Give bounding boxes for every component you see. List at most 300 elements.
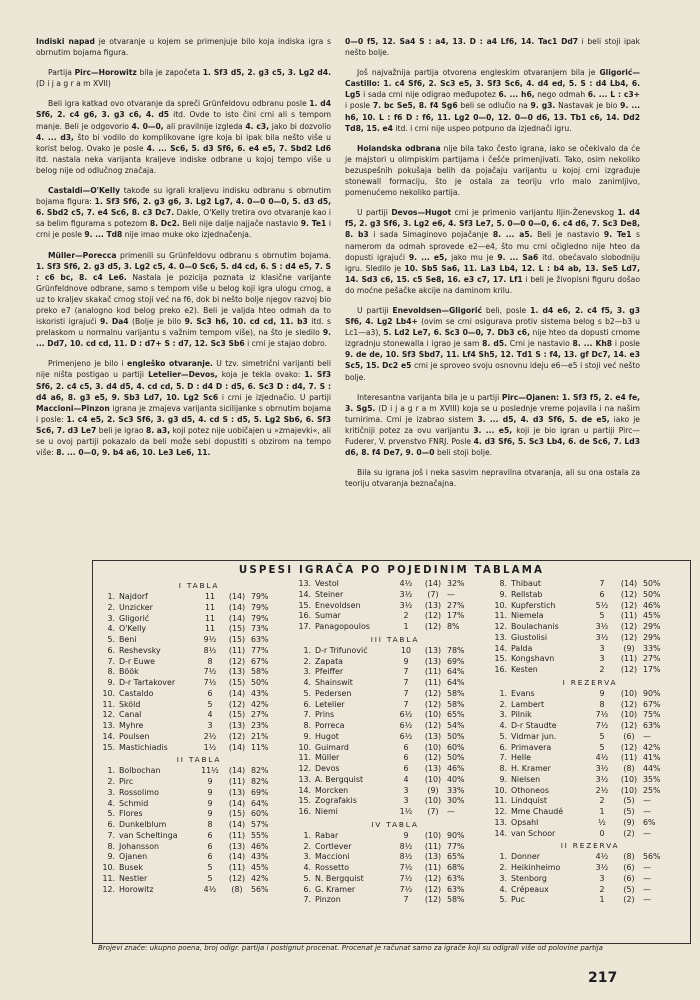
cell-games: (13) [424, 852, 442, 862]
cell-games: (10) [620, 688, 638, 698]
cell-games: (14) [228, 592, 246, 601]
cell-name: Mastichiadis [119, 742, 168, 752]
cell-pts: 3 [207, 721, 213, 730]
text: crni je primenio varijantu Iljin-Ženevskog [451, 208, 618, 218]
table-row [297, 895, 493, 906]
cell-pct: 64% [447, 678, 465, 687]
cell-games: (12) [620, 665, 638, 674]
cell-games: (10) [424, 796, 442, 806]
cell-pct: 29% [643, 622, 661, 631]
paragraph [345, 305, 640, 383]
cell-pts: 3½ [595, 863, 609, 872]
cell-pct: 21% [251, 731, 269, 741]
cell-rank: 16. [494, 665, 507, 674]
text: U tzv. simetrični varijanti beli nije ništa postigao u partiji [36, 359, 331, 380]
table-row [101, 710, 297, 721]
cell-rank: 7. [303, 710, 311, 720]
table-row [297, 796, 493, 807]
cell-name: Dunkelblum [119, 820, 167, 829]
cell-pts: 4½ [595, 852, 609, 862]
cell-pct: 44% [643, 764, 661, 773]
cell-pct: — [643, 895, 651, 905]
bold-text: 9. g3. [530, 101, 556, 111]
text: koji potez nije uobičajen u »zmajevki«, ali se u ovoj partiji pokazalo da beli može sebi dopustiti s obzirom na tempo više: [36, 425, 332, 458]
table-row [297, 807, 493, 818]
cell-rank: 12. [102, 710, 115, 720]
table-row [493, 611, 687, 622]
cell-games: (11) [620, 611, 638, 621]
table-row [297, 842, 493, 853]
text: (D i j a g r a m XVII) [36, 79, 111, 89]
table-column-3 [493, 579, 687, 906]
cell-pct: 73% [251, 624, 269, 634]
cell-rank: 6. [107, 820, 115, 829]
cell-name: G. Kramer [315, 884, 356, 894]
table-row [493, 863, 687, 874]
text: i sada Simaginovo pojačanje [368, 230, 493, 240]
cell-rank: 9. [107, 852, 115, 862]
cell-games: (11) [424, 863, 442, 872]
cell-name: Letelier [315, 699, 345, 709]
cell-name: Pedersen [315, 688, 352, 698]
text: iako je kritičniji potez za ovu varijantu [345, 414, 640, 435]
cell-name: Sumar [315, 611, 341, 621]
cell-games: (13) [424, 764, 442, 773]
paragraph [36, 36, 331, 58]
cell-name: Busek [119, 863, 143, 872]
cell-pts: 6 [403, 742, 409, 752]
cell-name: Castaldo [119, 688, 154, 698]
cell-rank: 2. [303, 656, 311, 666]
cell-name: Nielsen [511, 774, 541, 784]
cell-name: Porreca [315, 721, 345, 730]
text: jako mu je [447, 252, 498, 262]
table-section-heading: II REZERVA [560, 841, 620, 851]
paragraph [345, 67, 640, 134]
cell-games: (10) [424, 830, 442, 840]
cell-games: (12) [424, 884, 442, 894]
cell-name: Othoneos [511, 785, 549, 795]
cell-rank: 5. [499, 895, 507, 905]
cell-rank: 3. [303, 852, 311, 862]
cell-games: (14) [228, 766, 246, 776]
table-row [493, 654, 687, 665]
cell-pct: 58% [251, 667, 269, 677]
cell-pct: 33% [447, 785, 465, 795]
table-section-heading: I TABLA [178, 581, 220, 590]
cell-name: Zografakis [315, 796, 357, 806]
cell-name: Palda [511, 643, 533, 653]
table-row [297, 863, 493, 874]
table-row [101, 777, 297, 788]
table-row [101, 788, 297, 799]
table-row [297, 753, 493, 764]
cell-pts: 9 [207, 787, 213, 797]
cell-rank: 5. [107, 809, 115, 819]
cell-games: (11) [228, 645, 246, 655]
cell-name: Beni [119, 635, 137, 644]
cell-pts: 8½ [399, 841, 413, 851]
cell-rank: 12. [298, 764, 311, 773]
cell-pct: 64% [251, 798, 269, 808]
cell-pct: 69% [447, 656, 465, 666]
cell-games: (10) [620, 785, 638, 795]
cell-rank: 14. [298, 785, 311, 795]
table-row [297, 831, 493, 842]
cell-rank: 3. [107, 613, 115, 623]
cell-rank: 1. [303, 645, 311, 655]
cell-games: (12) [620, 589, 638, 599]
cell-games: (12) [620, 699, 638, 709]
table-row [297, 667, 493, 678]
cell-pct: 42% [251, 873, 269, 883]
cell-games: (12) [228, 731, 246, 741]
cell-pts: 4 [207, 710, 213, 720]
cell-pts: 3½ [595, 774, 609, 784]
table-row [493, 700, 687, 711]
table-row [493, 732, 687, 743]
cell-pts: 6½ [399, 721, 413, 730]
cell-pct: 79% [251, 613, 269, 623]
cell-pct: 79% [251, 602, 269, 612]
table-row [493, 885, 687, 896]
bold-text: 4. ... Sc6, 5. d3 Sf6, 6. e4 e5, 7. Sbd2 Ld6 [146, 143, 331, 153]
cell-rank: 1. [499, 688, 507, 698]
table-row [493, 874, 687, 885]
text: Partija [48, 68, 75, 78]
text: Beli je nastavio [532, 230, 604, 240]
table-row [101, 766, 297, 777]
cell-name: Böök [119, 667, 139, 677]
cell-name: Nestler [119, 873, 148, 883]
cell-pct: — [643, 828, 651, 838]
cell-games: (12) [424, 895, 442, 905]
paragraph [36, 98, 331, 176]
cell-pct: 63% [447, 873, 465, 883]
table-row [297, 775, 493, 786]
cell-rank: 16. [298, 807, 311, 816]
cell-rank: 1. [107, 766, 115, 776]
cell-name: Pinzon [315, 895, 341, 905]
table-row [101, 646, 297, 657]
cell-name: Pilnik [511, 710, 532, 720]
text: je otvaranje u kojem se primenjuje bilo koja indiska igra s obrnutim bojama figura. [36, 37, 331, 58]
cell-name: Lindquist [511, 796, 548, 806]
table-row [493, 743, 687, 754]
cell-rank: 13. [494, 817, 507, 827]
cell-pts: 1 [599, 895, 605, 905]
cell-games: (15) [228, 678, 246, 687]
text: s namerom da odmah sprovede e2—e4, što mu crni očigledno nije hteo da dopusti igrajući [345, 230, 640, 262]
cell-pct: 27% [643, 654, 661, 664]
cell-pct: — [447, 589, 455, 599]
text: bila je započeta [136, 68, 203, 78]
cell-pts: 4 [403, 774, 409, 784]
cell-pct: 56% [643, 852, 661, 862]
text: Crni je nastavio [507, 339, 573, 349]
cell-rank: 6. [499, 742, 507, 752]
cell-games: (12) [620, 622, 638, 631]
cell-pct: 50% [447, 753, 465, 763]
cell-pts: 3 [599, 654, 605, 664]
text: beli stoji bolje. [434, 448, 493, 458]
cell-pts: 9 [207, 777, 213, 786]
bold-text: 1. c4 e5, 2. Sc3 Sf6, 3. g3 d5, 4. cd S : d5, 5. Lg2 Sb6, 6. Sf3 Sc6, 7. d3 Le7 [36, 414, 331, 435]
cell-games: (10) [424, 710, 442, 720]
cell-name: H. Kramer [511, 764, 551, 773]
bold-text: Indiski napad [36, 37, 95, 46]
bold-text: 1. d4 Sf6, 2. c4 g6, 3. g3 c6, 4. d5 [36, 99, 331, 120]
cell-games: (8) [231, 884, 243, 894]
cell-games: (8) [623, 852, 635, 862]
table-row [297, 721, 493, 732]
cell-rank: 8. [107, 667, 115, 677]
cell-rank: 7. [499, 753, 507, 763]
cell-rank: 7. [107, 656, 115, 666]
table-footnote: Brojevi znače: ukupno poena, broj odigr. partija i postignut procenat. Procenat je računat samo za igrače koji su odigrali više od polovine partija [98, 944, 603, 952]
cell-name: Rossetto [315, 863, 350, 872]
table-row [493, 764, 687, 775]
bold-text: Castaldi—O'Kelly [48, 186, 121, 196]
cell-pct: 63% [251, 635, 269, 644]
cell-pts: 7½ [399, 863, 413, 872]
cell-pts: 1 [403, 622, 409, 631]
bold-text: 8. ... 0—0, 9. b4 a6, 10. Le3 Le6, 11. [56, 448, 211, 458]
cell-rank: 5. [107, 635, 115, 644]
cell-pct: 30% [447, 796, 465, 806]
cell-games: (5) [623, 884, 635, 894]
cell-games: (14) [228, 798, 246, 808]
bold-text: 1. d4 f5, 2. g3 Sf6, 3. Lg2 e6, 4. Sf3 Le7, 5. 0—0 0—0, 6. c4 d6, 7. Sc3 De8, 8. b3 [345, 208, 640, 240]
cell-name: Rossolimo [119, 787, 159, 797]
table-row [297, 678, 493, 689]
cell-name: Schmid [119, 798, 149, 808]
cell-rank: 7. [107, 830, 115, 840]
table-row [101, 689, 297, 700]
table-row [493, 579, 687, 590]
cell-pct: 6% [643, 817, 656, 827]
cell-pct: 27% [251, 710, 269, 720]
cell-rank: 6. [303, 699, 311, 709]
cell-rank: 1. [499, 852, 507, 862]
text: beli, posle [481, 305, 531, 315]
bold-text: 4. 0—0, [131, 121, 164, 131]
cell-games: (14) [228, 852, 246, 862]
cell-pct: 42% [251, 699, 269, 709]
cell-name: Vidmar jun. [511, 731, 557, 741]
cell-name: Crépeaux [511, 884, 549, 894]
cell-games: (13) [228, 841, 246, 851]
table-row [101, 885, 297, 896]
cell-name: Johansson [119, 841, 160, 851]
bold-text: 1. Sf3 Sf6, 2. g3 g6, 3. Lg2 Lg7, 4. 0—0 0—0, 5. d3 d5, 6. Sbd2 c5, 7. e4 Sc6, 8. c3 Dc7. [36, 197, 331, 218]
cell-pts: 8½ [399, 852, 413, 862]
bold-text: 9. Da4 [99, 317, 129, 327]
text: Nastavak je bio [555, 101, 621, 111]
cell-name: D-r Staudte [511, 721, 557, 730]
table-row [297, 622, 493, 633]
text: (Bolje je bilo [128, 317, 185, 327]
cell-name: Vestol [315, 579, 339, 588]
cell-pts: 1 [599, 807, 605, 816]
cell-rank: 8. [303, 721, 311, 730]
text: Nastala je pozicija poznata iz klasične varijante Grünfeldnove odbrane, samo s tempom više u belog koji igra ulogu crnog, a uz to kraljev skakač crnog stoji već na f6, dok bi nešto bolje njegov razvoj bio preko e7 (analogno kod belog preko e2). Beli je valjda hteo odmah da to iskoristi igrajući [36, 272, 332, 327]
cell-name: O'Kelly [119, 624, 147, 634]
text: takođe su igrali kraljevu indisku odbranu s obrnutim bojama figura: [36, 186, 331, 207]
table-row [297, 710, 493, 721]
cell-games: (2) [623, 828, 635, 838]
text: itd. obećavalo slobodniju igru. Sledilo je [345, 252, 640, 273]
table-row [101, 678, 297, 689]
cell-pts: 5½ [595, 600, 609, 610]
cell-games: (12) [228, 699, 246, 709]
table-section-heading: IV TABLA [371, 819, 419, 829]
cell-rank: 9. [303, 731, 311, 741]
text: beli se odlučio na [457, 101, 531, 111]
cell-pts: 5 [599, 731, 605, 741]
cell-pct: — [643, 873, 651, 883]
cell-pts: 6 [207, 841, 213, 851]
paragraph [36, 185, 331, 240]
left-text-column [36, 36, 331, 467]
cell-games: (10) [424, 774, 442, 784]
cell-pct: 57% [251, 820, 269, 829]
cell-games: (10) [620, 774, 638, 784]
table-row [297, 611, 493, 622]
cell-name: Stenborg [511, 873, 547, 883]
bold-text: Maccioni—Pinzon [36, 403, 110, 413]
cell-pct: 46% [251, 841, 269, 851]
cell-games: (2) [623, 895, 635, 905]
bold-text: 8. Dc2. [149, 219, 180, 229]
cell-pts: 3½ [399, 589, 413, 599]
cell-rank: 5. [499, 731, 507, 741]
cell-name: D-r Tartakover [119, 678, 176, 687]
cell-pts: 6 [599, 589, 605, 599]
cell-games: (7) [427, 807, 439, 816]
text: Dakle, O'Kelly tretira ovo otvaranje kao i sa belim figurama s potezom [36, 208, 332, 229]
text: U partiji [357, 305, 393, 315]
paragraph [36, 67, 331, 89]
bold-text: 0—0 f5, 12. Sa4 S : a4, 13. D : a4 Lf6, 14. Tac1 Dd7 [345, 37, 579, 46]
cell-rank: 10. [102, 863, 115, 872]
cell-games: (12) [424, 622, 442, 631]
cell-games: (13) [424, 731, 442, 741]
cell-pct: 58% [447, 699, 465, 709]
text: igrana je zmajeva varijanta sicilijanke s obrnutim bojama i posle: [36, 403, 331, 424]
table-row [493, 775, 687, 786]
text: nego odmah [534, 90, 588, 100]
table-row [493, 644, 687, 655]
table-row [101, 700, 297, 711]
cell-games: (9) [623, 817, 635, 827]
cell-games: (6) [623, 731, 635, 741]
text: nije hteo da dopusti crnome izgradnju stonewalla i igrao je sam [345, 328, 640, 349]
table-row [493, 753, 687, 764]
cell-name: Helle [511, 753, 532, 763]
cell-games: (10) [620, 710, 638, 720]
cell-pts: 9 [403, 830, 409, 840]
cell-pct: 17% [447, 611, 465, 621]
cell-pts: 3½ [399, 600, 413, 610]
cell-pts: 10 [400, 645, 412, 655]
cell-games: (11) [620, 654, 638, 664]
cell-pts: 3½ [595, 622, 609, 631]
table-row [297, 885, 493, 896]
cell-pts: 6 [207, 830, 213, 840]
cell-name: Maccioni [315, 852, 350, 862]
cell-pts: 6 [207, 852, 213, 862]
cell-games: (12) [620, 721, 638, 730]
table-row [493, 818, 687, 829]
bold-text: 9. ... Sa6 [497, 252, 539, 262]
text: (D i j a g r a m XVIII) koja se u poslednje vreme pojavila i na našim turnirima. Crni je izabrao sistem [345, 403, 641, 424]
table-row [101, 743, 297, 754]
table-row [101, 799, 297, 810]
bold-text: Holandska odbrana [357, 143, 441, 153]
table-column-1 [101, 579, 297, 895]
cell-name: Sköld [119, 699, 141, 709]
cell-pts: 7½ [399, 884, 413, 894]
cell-pct: 41% [643, 753, 661, 763]
cell-pts: 3 [599, 643, 605, 653]
cell-pts: 8 [207, 656, 213, 666]
table-row [101, 732, 297, 743]
cell-rank: 4. [499, 721, 507, 730]
cell-games: (7) [427, 589, 439, 599]
bold-text: 3. ... d5, 4. d3 Sf6, 5. de e5, [477, 414, 610, 424]
cell-pts: 9½ [203, 635, 217, 644]
cell-rank: 11. [102, 699, 115, 709]
cell-name: Bolbochan [119, 766, 161, 776]
cell-pct: — [643, 863, 651, 872]
cell-pct: 40% [447, 774, 465, 784]
cell-pts: 6½ [399, 710, 413, 720]
bold-text: Letelier—Devos, [148, 370, 218, 380]
cell-games: (11) [228, 777, 246, 786]
cell-pct: 82% [251, 777, 269, 786]
text: jako bi dozvolio [269, 121, 331, 131]
cell-pct: — [643, 884, 651, 894]
cell-name: Cortlever [315, 841, 352, 851]
cell-games: (12) [424, 699, 442, 709]
cell-rank: 14. [494, 828, 507, 838]
cell-pct: 63% [447, 884, 465, 894]
cell-games: (12) [424, 611, 442, 621]
cell-games: (9) [623, 643, 635, 653]
cell-pct: 54% [447, 721, 465, 730]
text: itd. i crni nije uspeo potpuno da izjednači igru. [392, 123, 572, 133]
table-row [297, 743, 493, 754]
table-row [493, 689, 687, 700]
cell-name: van Schoor [511, 828, 556, 838]
cell-games: (14) [228, 742, 246, 752]
cell-games: (11) [228, 863, 246, 872]
cell-pts: 4½ [595, 753, 609, 763]
cell-name: D-r Euwe [119, 656, 155, 666]
table-row [101, 721, 297, 732]
cell-pts: 2 [403, 611, 409, 621]
cell-name: Hugot [315, 731, 339, 741]
cell-rank: 15. [298, 600, 311, 610]
cell-name: Pirc [119, 777, 134, 786]
table-row [493, 796, 687, 807]
cell-name: Devos [315, 764, 340, 773]
cell-pts: 6½ [399, 731, 413, 741]
cell-pct: 69% [251, 787, 269, 797]
page-number: 217 [588, 970, 618, 986]
cell-pct: — [643, 807, 651, 816]
